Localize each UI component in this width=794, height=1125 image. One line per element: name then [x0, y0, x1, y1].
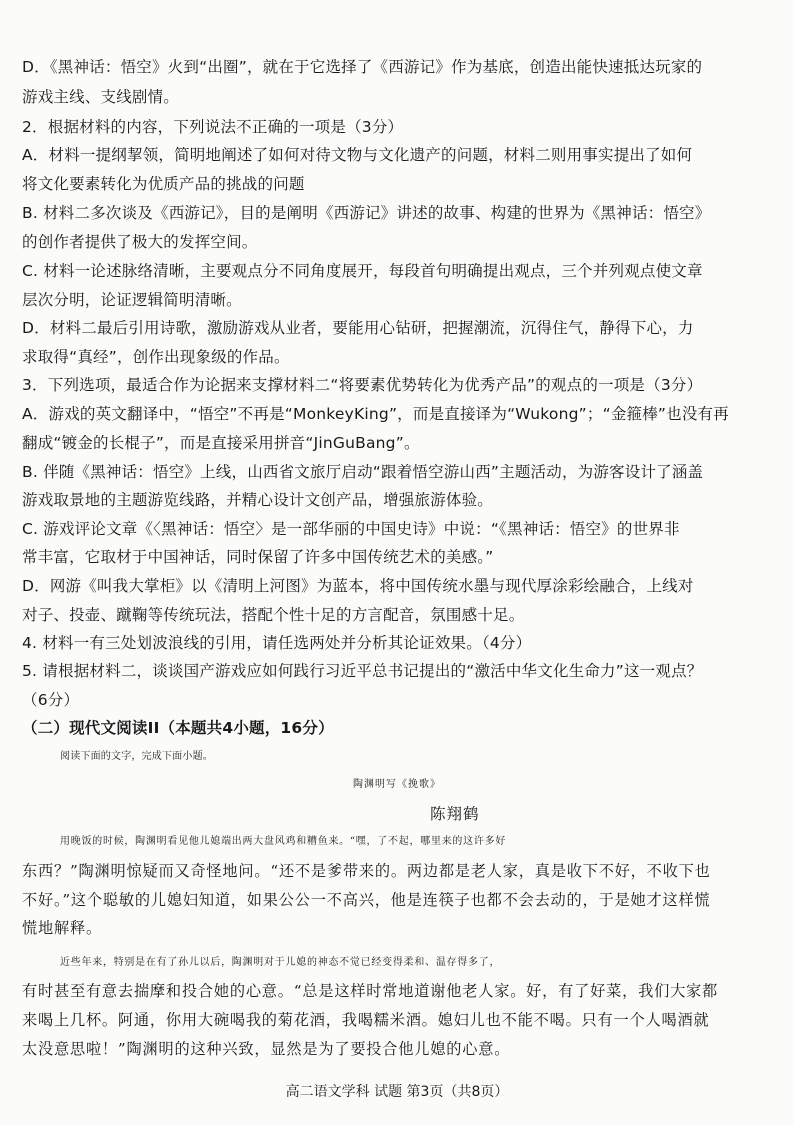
- passage-paragraph-1-line-1: 用晚饭的时候，陶渊明看见他儿媳端出两大盘风鸡和糟鱼来。“嘿，了不起，哪里来的这许多好: [60, 836, 507, 847]
- option-3a-line-1: A．游戏的英文翻译中，“悟空”不再是“MonkeyKing”，而是直接译为“Wukong”；“金箍棒”也没有再: [22, 405, 729, 423]
- option-1d-line-1: D．《黑神话：悟空》火到“出圈”，就在于它选择了《西游记》作为基底，创造出能快速抵达玩家的: [22, 58, 703, 76]
- option-2c-line-1: C. 材料一论述脉络清晰，主要观点分不同角度展开，每段首句明确提出观点，三个并列观点使文章: [22, 262, 703, 280]
- option-2b-line-1: B. 材料二多次谈及《西游记》，目的是阐明《西游记》讲述的故事、构建的世界为《黑神话：悟空》: [22, 204, 711, 222]
- option-3a-line-2: 翻成“镀金的长棍子”，而是直接采用拼音“JinGuBang”。: [22, 434, 420, 452]
- question-2-stem: 2．根据材料的内容，下列说法不正确的一项是（3分）: [22, 118, 404, 136]
- passage-paragraph-1-line-2: 东西？”陶渊明惊疑而又奇怪地问。“还不是爹带来的。两边都是老人家，真是收下不好，不收下也: [22, 862, 711, 880]
- passage-paragraph-2-line-4: 太没意思啦！”陶渊明的这种兴致，显然是为了要投合他儿媳的心意。: [22, 1040, 511, 1058]
- option-3b-line-1: B. 伴随《黑神话：悟空》上线，山西省文旅厅启动“跟着悟空游山西”主题活动，为游客设计了涵盖: [22, 463, 704, 481]
- option-2c-line-2: 层次分明，论证逻辑简明清晰。: [22, 291, 242, 309]
- option-2b-line-2: 的创作者提供了极大的发挥空间。: [22, 233, 258, 251]
- passage-paragraph-1-line-4: 慌地解释。: [22, 919, 102, 937]
- passage-title: 陶渊明写《挽歌》: [353, 779, 441, 790]
- question-4-stem: 4. 材料一有三处划波浪线的引用，请任选两处并分析其论证效果。（4分）: [22, 634, 532, 652]
- option-3d-line-2: 对子、投壶、蹴鞠等传统玩法，搭配个性十足的方言配音，氛围感十足。: [22, 606, 525, 624]
- option-1d-line-2: 游戏主线、支线剧情。: [22, 88, 180, 106]
- option-2d-line-1: D．材料二最后引用诗歌，激励游戏从业者，要能用心钻研，把握潮流，沉得住气，静得下心，力: [22, 319, 694, 337]
- question-3-stem: 3．下列选项，最适合作为论据来支撑材料二“将要素优势转化为优秀产品”的观点的一项是（3分）: [22, 376, 703, 394]
- passage-author: 陈翔鹤: [430, 805, 480, 823]
- option-2a-line-1: A．材料一提纲挈领，简明地阐述了如何对待文物与文化遗产的问题，材料二则用事实提出了如何: [22, 146, 693, 164]
- passage-paragraph-1-line-3: 不好。”这个聪敏的儿媳妇知道，如果公公一不高兴，他是连筷子也都不会去动的，于是她才这样慌: [22, 891, 711, 909]
- question-5-stem-line-1: 5. 请根据材料二，谈谈国产游戏应如何践行习近平总书记提出的“激活中华文化生命力”这一观点？: [22, 662, 703, 680]
- passage-paragraph-2-line-3: 来喝上几杯。阿通，你用大碗喝我的菊花酒，我喝糯米酒。媳妇儿也不能不喝。只有一个人喝酒就: [22, 1011, 710, 1029]
- passage-paragraph-2-line-1: 近些年来，特别是在有了孙儿以后，陶渊明对于儿媳的神态不觉已经变得柔和、温存得多了，: [60, 957, 501, 968]
- page-footer: 高二语文学科 试题 第3页（共8页）: [285, 1084, 509, 1100]
- reading-instruction: 阅读下面的文字，完成下面小题。: [60, 751, 213, 762]
- option-3c-line-2: 常丰富，它取材于中国神话，同时保留了许多中国传统艺术的美感。”: [22, 548, 494, 566]
- option-3c-line-1: C. 游戏评论文章《〈黑神话：悟空〉是一部华丽的中国史诗》中说：“《黑神话：悟空》的世界非: [22, 520, 680, 538]
- option-2d-line-2: 求取得“真经”，创作出现象级的作品。: [22, 348, 290, 366]
- passage-paragraph-2-line-2: 有时甚至有意去揣摩和投合她的心意。“总是这样时常地道谢他老人家。好，有了好菜，我们大家都: [22, 982, 719, 1000]
- question-5-stem-line-2: （6分）: [22, 691, 80, 709]
- section-heading: （二）现代文阅读II（本题共4小题，16分）: [22, 719, 334, 737]
- option-3d-line-1: D．网游《叫我大掌柜》以《清明上河图》为蓝本，将中国传统水墨与现代厚涂彩绘融合，上线对: [22, 577, 694, 595]
- option-3b-line-2: 游戏取景地的主题游览线路，并精心设计文创产品，增强旅游体验。: [22, 491, 494, 509]
- option-2a-line-2: 将文化要素转化为优质产品的挑战的问题: [22, 175, 305, 193]
